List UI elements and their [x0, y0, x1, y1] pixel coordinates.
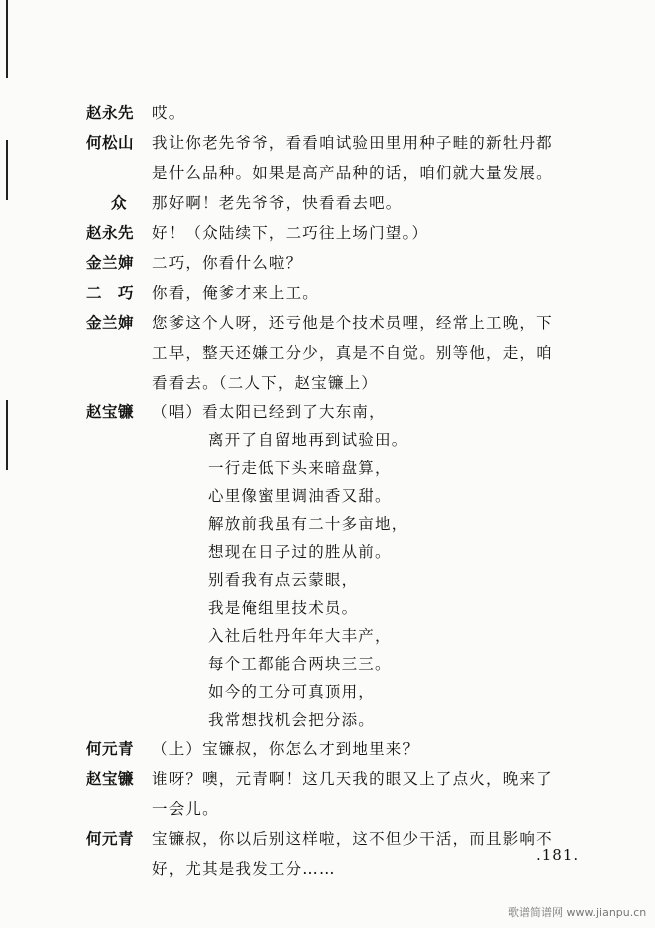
dialogue-line: （上）宝镰叔，你怎么才到地里来？: [152, 740, 420, 758]
dialogue-line: 二巧，你看什么啦？: [152, 254, 303, 272]
song-row: [86, 510, 596, 538]
speaker-name: 赵宝镰: [86, 403, 135, 421]
song-line: 看太阳已经到了大东南，: [202, 403, 386, 421]
dialogue-entry: [86, 248, 596, 278]
dialogue-line: 谁呀？噢，元青啊！这几天我的眼又上了点火，晚来了: [152, 770, 553, 788]
song-line: 别看我有点云蒙眼，: [208, 571, 359, 589]
song-line: 每个工都能合两块三三。: [208, 655, 392, 673]
song-line: 心里像蜜里调油香又甜。: [208, 487, 392, 505]
dialogue-entry-continuation: [86, 368, 596, 398]
song-first-line: [86, 398, 596, 426]
song-line: 入社后牡丹年年大丰产，: [208, 627, 392, 645]
song-row: [86, 594, 596, 622]
dialogue-entry: [86, 188, 596, 218]
song-row: [86, 650, 596, 678]
dialogue-entry: [86, 128, 596, 158]
song-block: [86, 398, 596, 734]
song-row: [86, 538, 596, 566]
dialogue-line: 那好啊！老先爷爷，快看看去吧。: [152, 194, 403, 212]
page-number: .181.: [536, 846, 580, 864]
song-cue: （唱）: [152, 403, 203, 421]
speaker-name: 赵宝镰: [86, 770, 135, 788]
dialogue-line: 你看，俺爹才来上工。: [152, 284, 320, 302]
dialogue-line: 哎。: [152, 104, 186, 122]
dialogue-entry: [86, 734, 596, 764]
watermark-text: 歌谱简谱网 www.jianpu.cn: [508, 906, 647, 919]
song-row: [86, 482, 596, 510]
song-row: [86, 678, 596, 706]
dialogue-entry: [86, 218, 596, 248]
speaker-name: 何元青: [86, 740, 135, 758]
song-line: 我是俺组里技术员。: [208, 599, 359, 617]
speaker-name: 金兰婶: [86, 254, 135, 272]
dialogue-line: 好，尤其是我发工分……: [152, 860, 336, 878]
song-line: 解放前我虽有二十多亩地，: [208, 515, 409, 533]
song-line: 如今的工分可真顶用，: [208, 683, 376, 701]
dialogue-entry: [86, 278, 596, 308]
dialogue-block-1: [86, 98, 596, 398]
song-line: 离开了自留地再到试验田。: [208, 431, 409, 449]
song-line: 想现在日子过的胜从前。: [208, 543, 392, 561]
dialogue-line: 是什么品种。如果是高产品种的话，咱们就大量发展。: [152, 164, 553, 182]
speaker-name: 金兰婶: [86, 314, 135, 332]
speaker-name: 赵永先: [86, 224, 135, 242]
song-row: [86, 426, 596, 454]
dialogue-entry-continuation: [86, 338, 596, 368]
dialogue-entry: [86, 308, 596, 338]
dialogue-line: 您爹这个人呀，还亏他是个技术员哩，经常上工晚，下: [152, 314, 553, 332]
script-text: [86, 98, 596, 884]
dialogue-line: 一会儿。: [152, 800, 219, 818]
dialogue-line: 看看去。（二人下，赵宝镰上）: [152, 374, 379, 392]
song-row: [86, 706, 596, 734]
dialogue-line: 我让你老先爷爷，看看咱试验田里用种子畦的新牡丹都: [152, 134, 553, 152]
dialogue-line: 好！（众陆续下，二巧往上场门望。）: [152, 224, 429, 242]
page-edge-mark-top: [6, 0, 8, 78]
song-line: 我常想找机会把分添。: [208, 711, 376, 729]
dialogue-entry-continuation: [86, 794, 596, 824]
dialogue-line: 宝镰叔，你以后别这样啦，这不但少干活，而且影响不: [152, 830, 553, 848]
dialogue-entry: [86, 98, 596, 128]
dialogue-entry-continuation: [86, 854, 596, 884]
speaker-name: 众: [110, 194, 127, 212]
speaker-name: 赵永先: [86, 104, 135, 122]
song-row: [86, 566, 596, 594]
page-edge-mark-lower: [6, 400, 8, 470]
speaker-name: 何松山: [86, 134, 135, 152]
page-edge-mark-middle: [6, 140, 8, 200]
dialogue-entry: [86, 764, 596, 794]
dialogue-entry: [86, 824, 596, 854]
dialogue-line: 工早，整天还嫌工分少，真是不自觉。别等他，走，咱: [152, 344, 553, 362]
dialogue-entry-continuation: [86, 158, 596, 188]
song-line: 一行走低下头来暗盘算，: [208, 459, 392, 477]
song-row: [86, 622, 596, 650]
song-row: [86, 454, 596, 482]
speaker-name: 何元青: [86, 830, 135, 848]
dialogue-block-2: [86, 734, 596, 884]
speaker-name: 二 巧: [86, 284, 135, 302]
